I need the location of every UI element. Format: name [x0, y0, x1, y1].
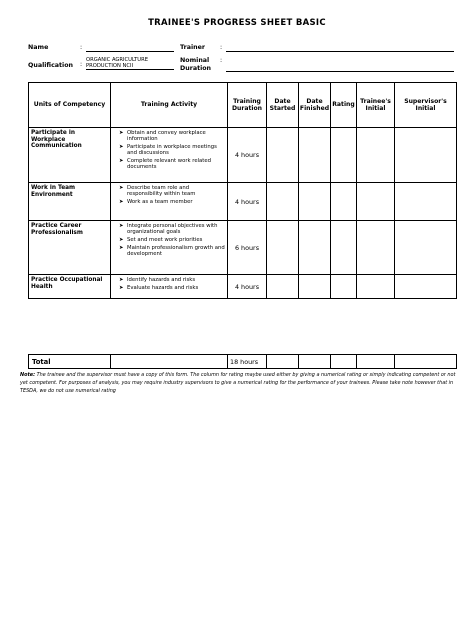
table-row [29, 128, 457, 183]
trainee-initial-cell[interactable] [357, 128, 395, 183]
unit-cell: Participate in Workplace Communication [29, 128, 111, 183]
date-started-cell[interactable] [267, 183, 299, 221]
date-started-cell[interactable] [267, 275, 299, 299]
header-activity: Training Activity [111, 83, 228, 128]
list-item: ➤ Maintain professionalism growth and development [119, 245, 225, 258]
rating-cell[interactable] [331, 183, 357, 221]
duration-cell: 6 hours [228, 221, 267, 275]
arrow-bullet-icon: ➤ [119, 130, 124, 136]
arrow-bullet-icon: ➤ [119, 237, 124, 244]
header-supervisor-initial: Supervisor's Initial [395, 83, 457, 128]
header-duration: Training Duration [228, 83, 267, 128]
nominal-duration-label: Nominal Duration [180, 57, 212, 72]
progress-table [28, 82, 457, 299]
supervisor-initial-cell[interactable] [395, 221, 457, 275]
header-date-started: Date Started [267, 83, 299, 128]
list-item: ➤ Set and meet work priorities [119, 237, 203, 244]
trainee-initial-cell[interactable] [357, 275, 395, 299]
activity-cell [111, 221, 228, 275]
list-item: ➤ Integrate personal objectives with organizational goals [119, 223, 218, 236]
trainer-colon: : [220, 44, 223, 51]
total-activity-cell [111, 355, 228, 369]
total-date-finished-cell[interactable] [299, 355, 331, 369]
total-trainee-initial-cell[interactable] [357, 355, 395, 369]
activity-cell [111, 183, 228, 221]
table-row [29, 275, 457, 299]
date-started-cell[interactable] [267, 221, 299, 275]
arrow-bullet-icon: ➤ [119, 158, 124, 165]
list-item: ➤ Identify hazards and risks [119, 277, 196, 283]
trainer-label: Trainer [180, 44, 205, 51]
header-units: Units of Competency [29, 83, 111, 128]
page-title: TRAINEE'S PROGRESS SHEET BASIC [148, 18, 326, 28]
name-colon: : [80, 44, 83, 51]
activity-cell [111, 128, 228, 183]
date-started-cell[interactable] [267, 128, 299, 183]
name-field[interactable] [86, 51, 174, 52]
arrow-bullet-icon: ➤ [119, 185, 124, 191]
date-finished-cell[interactable] [299, 275, 331, 299]
qualification-colon: : [80, 61, 83, 68]
total-rating-cell[interactable] [331, 355, 357, 369]
list-item: ➤ Describe team role and responsibility within team [119, 185, 196, 198]
header-date-finished: Date Finished [299, 83, 331, 128]
table-header-row [29, 83, 457, 128]
table-row [29, 221, 457, 275]
note-text: The trainee and the supervisor must have a copy of this form. The column for rating maybe used either by giving a numerical rating or simply indicating competent or not yet competent. For purposes of analysis, you may require industry supervisors to give a numerical rating for the performance of your trainees. Please take note however that in TESDA, we do not use numerical rating [20, 372, 456, 394]
total-label: Total [29, 355, 111, 369]
arrow-bullet-icon: ➤ [119, 144, 124, 151]
nominal-duration-field[interactable] [226, 71, 454, 72]
supervisor-initial-cell[interactable] [395, 183, 457, 221]
total-supervisor-initial-cell[interactable] [395, 355, 457, 369]
activity-cell [111, 275, 228, 299]
qualification-label: Qualification [28, 62, 74, 69]
qualification-field[interactable] [86, 57, 174, 70]
trainee-initial-cell[interactable] [357, 183, 395, 221]
date-finished-cell[interactable] [299, 128, 331, 183]
arrow-bullet-icon: ➤ [119, 285, 124, 292]
qualification-value-line2: PRODUCTION NCII [86, 63, 134, 69]
date-finished-cell[interactable] [299, 183, 331, 221]
supervisor-initial-cell[interactable] [395, 128, 457, 183]
header-trainee-initial: Trainee's Initial [357, 83, 395, 128]
date-finished-cell[interactable] [299, 221, 331, 275]
header-rating: Rating [331, 83, 357, 128]
list-item: ➤ Work as a team member [119, 199, 193, 206]
note-label: Note: [20, 372, 36, 378]
arrow-bullet-icon: ➤ [119, 223, 124, 229]
trainer-field[interactable] [226, 51, 454, 52]
duration-cell: 4 hours [228, 275, 267, 299]
table-row [29, 183, 457, 221]
total-table [28, 354, 457, 369]
rating-cell[interactable] [331, 128, 357, 183]
duration-cell: 4 hours [228, 128, 267, 183]
arrow-bullet-icon: ➤ [119, 277, 124, 283]
list-item: ➤ Evaluate hazards and risks [119, 285, 199, 292]
rating-cell[interactable] [331, 221, 357, 275]
name-label: Name [28, 44, 49, 51]
unit-cell: Work in Team Environment [29, 183, 111, 221]
supervisor-initial-cell[interactable] [395, 275, 457, 299]
total-hours: 18 hours [228, 355, 267, 369]
rating-cell[interactable] [331, 275, 357, 299]
duration-cell: 4 hours [228, 183, 267, 221]
total-row [29, 355, 457, 369]
unit-cell: Practice Occupational Health [29, 275, 111, 299]
arrow-bullet-icon: ➤ [119, 199, 124, 206]
note-paragraph [20, 371, 456, 395]
qualification-value-line1: ORGANIC AGRICULTURE [86, 57, 148, 63]
list-item: ➤ Participate in workplace meetings and discussions [119, 144, 217, 157]
unit-cell: Practice Career Professionalism [29, 221, 111, 275]
nominal-colon: : [220, 57, 223, 64]
arrow-bullet-icon: ➤ [119, 245, 124, 252]
trainee-initial-cell[interactable] [357, 221, 395, 275]
list-item: ➤ Obtain and convey workplace information [119, 130, 206, 143]
list-item: ➤ Complete relevant work related documents [119, 158, 211, 171]
total-date-started-cell[interactable] [267, 355, 299, 369]
